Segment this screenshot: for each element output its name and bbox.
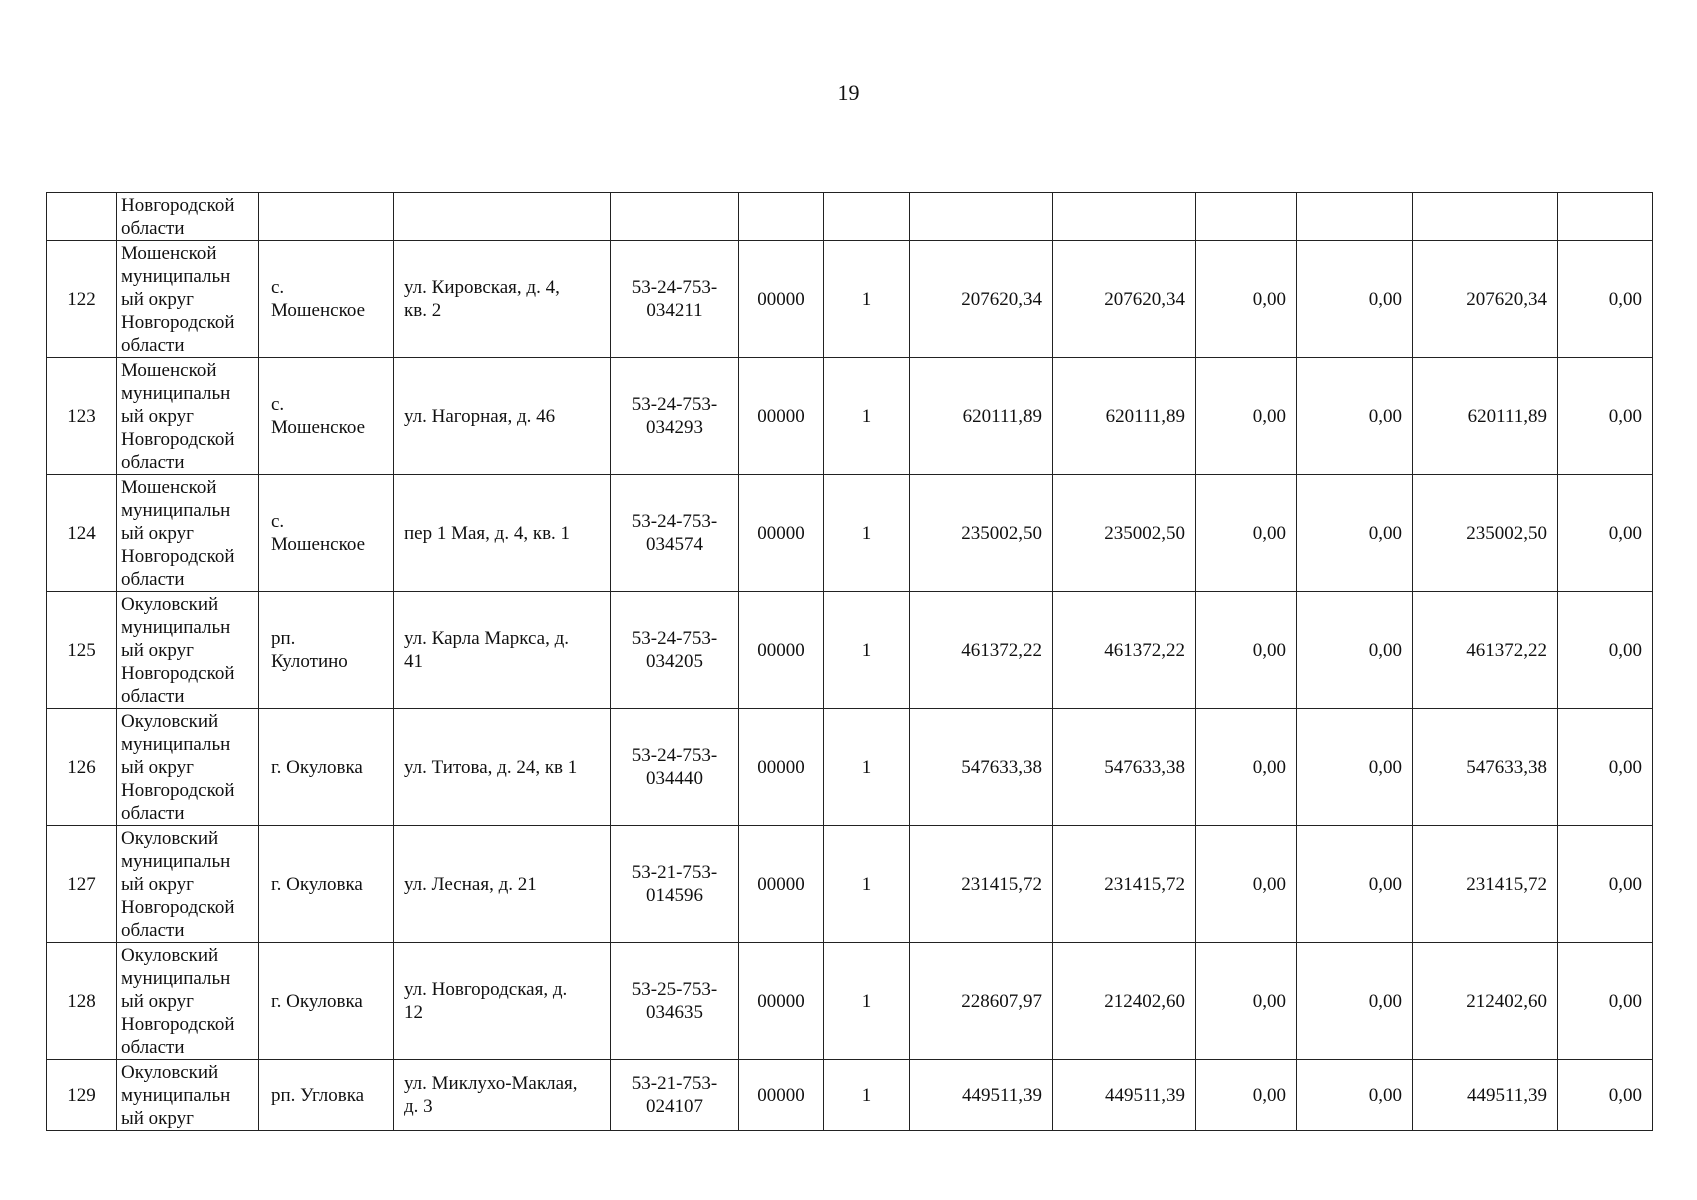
cell-value-3: 0,00 [1196,1060,1297,1131]
cell-value-2: 461372,22 [1053,592,1196,709]
cell-num: 124 [47,475,117,592]
cell-municipality: Окуловский муниципальн ый округ [117,1060,259,1131]
cell-value-5: 620111,89 [1413,358,1558,475]
cell-cadastral-code: 53-24-753- 034205 [611,592,739,709]
cell-value-6: 0,00 [1558,592,1653,709]
cell-value-4: 0,00 [1297,826,1413,943]
cell-count: 1 [824,241,910,358]
cell-value-5: 207620,34 [1413,241,1558,358]
table-row [47,475,1653,592]
cell-value-2: 620111,89 [1053,358,1196,475]
cell-cadastral-code: 53-25-753- 034635 [611,943,739,1060]
cell-count: 1 [824,943,910,1060]
cell-code-suffix: 00000 [739,358,824,475]
cell-value-6: 0,00 [1558,241,1653,358]
cell-value-2: 449511,39 [1053,1060,1196,1131]
cell-cadastral-code: 53-21-753- 014596 [611,826,739,943]
cell-value-5: 449511,39 [1413,1060,1558,1131]
cell-value-5: 231415,72 [1413,826,1558,943]
cell-value-2: 547633,38 [1053,709,1196,826]
cell-street: ул. Новгородская, д. 12 [394,943,611,1060]
cell-value-1: 228607,97 [910,943,1053,1060]
cell-value-4: 0,00 [1297,943,1413,1060]
cell-value-1: 547633,38 [910,709,1053,826]
table-row [47,358,1653,475]
table-row [47,1060,1653,1131]
table-row [47,826,1653,943]
cell-value-5: 461372,22 [1413,592,1558,709]
cell-value-3: 0,00 [1196,709,1297,826]
cell-street: ул. Титова, д. 24, кв 1 [394,709,611,826]
cell-street: ул. Нагорная, д. 46 [394,358,611,475]
cell-code-suffix: 00000 [739,1060,824,1131]
cell-municipality: Новгородской области [117,193,259,241]
cell-value-5: 235002,50 [1413,475,1558,592]
cell-value-6: 0,00 [1558,1060,1653,1131]
cell-num: 129 [47,1060,117,1131]
table-row-carryover [47,193,1653,241]
table-row [47,943,1653,1060]
cell-value-4: 0,00 [1297,475,1413,592]
cell-count: 1 [824,709,910,826]
cell-code-suffix: 00000 [739,592,824,709]
cell-count: 1 [824,1060,910,1131]
cell-municipality: Окуловский муниципальн ый округ Новгородской области [117,709,259,826]
cell-value-1: 235002,50 [910,475,1053,592]
cell-locality: рп. Угловка [259,1060,394,1131]
cell-value-3: 0,00 [1196,592,1297,709]
cell-value-1: 207620,34 [910,241,1053,358]
cell-num: 122 [47,241,117,358]
cell-num: 128 [47,943,117,1060]
cell-value-5: 212402,60 [1413,943,1558,1060]
cell-street: ул. Кировская, д. 4, кв. 2 [394,241,611,358]
page-number: 19 [837,80,860,105]
cell-value-6: 0,00 [1558,709,1653,826]
cell-num: 126 [47,709,117,826]
cell-locality: г. Окуловка [259,826,394,943]
cell-municipality: Мошенской муниципальн ый округ Новгородской области [117,475,259,592]
cell-value-6: 0,00 [1558,826,1653,943]
cell-locality: с. Мошенское [259,475,394,592]
cell-cadastral-code: 53-24-753- 034293 [611,358,739,475]
cell-value-3: 0,00 [1196,943,1297,1060]
cell-value-6: 0,00 [1558,475,1653,592]
cell-value-3: 0,00 [1196,241,1297,358]
registry-table [46,192,1653,1131]
cell-value-6: 0,00 [1558,943,1653,1060]
cell-value-6: 0,00 [1558,358,1653,475]
cell-num [47,193,117,241]
cell-value-4: 0,00 [1297,1060,1413,1131]
cell-count: 1 [824,358,910,475]
cell-value-1: 461372,22 [910,592,1053,709]
cell-value-3: 0,00 [1196,826,1297,943]
cell-value-2: 207620,34 [1053,241,1196,358]
cell-count: 1 [824,592,910,709]
cell-locality: с. Мошенское [259,241,394,358]
cell-value-4: 0,00 [1297,592,1413,709]
cell-num: 125 [47,592,117,709]
cell-locality: рп. Кулотино [259,592,394,709]
cell-cadastral-code: 53-24-753- 034211 [611,241,739,358]
cell-value-2: 235002,50 [1053,475,1196,592]
cell-value-2: 212402,60 [1053,943,1196,1060]
cell-locality: с. Мошенское [259,358,394,475]
cell-municipality: Окуловский муниципальн ый округ Новгородской области [117,943,259,1060]
cell-street: ул. Лесная, д. 21 [394,826,611,943]
cell-street: ул. Миклухо-Маклая, д. 3 [394,1060,611,1131]
cell-locality: г. Окуловка [259,943,394,1060]
cell-value-4: 0,00 [1297,709,1413,826]
cell-municipality: Мошенской муниципальн ый округ Новгородской области [117,241,259,358]
cell-num: 123 [47,358,117,475]
table-row [47,592,1653,709]
cell-code-suffix: 00000 [739,943,824,1060]
cell-value-4: 0,00 [1297,241,1413,358]
cell-street: пер 1 Мая, д. 4, кв. 1 [394,475,611,592]
cell-count: 1 [824,475,910,592]
cell-municipality: Окуловский муниципальн ый округ Новгородской области [117,592,259,709]
cell-code-suffix: 00000 [739,241,824,358]
cell-value-5: 547633,38 [1413,709,1558,826]
cell-num: 127 [47,826,117,943]
cell-value-1: 449511,39 [910,1060,1053,1131]
cell-cadastral-code: 53-24-753- 034440 [611,709,739,826]
cell-value-1: 231415,72 [910,826,1053,943]
table-row [47,709,1653,826]
table-body [47,193,1653,1131]
cell-value-4: 0,00 [1297,358,1413,475]
cell-value-1: 620111,89 [910,358,1053,475]
table-row [47,241,1653,358]
cell-locality: г. Окуловка [259,709,394,826]
cell-municipality: Мошенской муниципальн ый округ Новгородской области [117,358,259,475]
cell-code-suffix: 00000 [739,826,824,943]
cell-value-2: 231415,72 [1053,826,1196,943]
cell-municipality: Окуловский муниципальн ый округ Новгородской области [117,826,259,943]
cell-count: 1 [824,826,910,943]
cell-cadastral-code: 53-21-753- 024107 [611,1060,739,1131]
cell-value-3: 0,00 [1196,475,1297,592]
cell-street: ул. Карла Маркса, д. 41 [394,592,611,709]
cell-code-suffix: 00000 [739,475,824,592]
cell-cadastral-code: 53-24-753- 034574 [611,475,739,592]
cell-code-suffix: 00000 [739,709,824,826]
cell-value-3: 0,00 [1196,358,1297,475]
